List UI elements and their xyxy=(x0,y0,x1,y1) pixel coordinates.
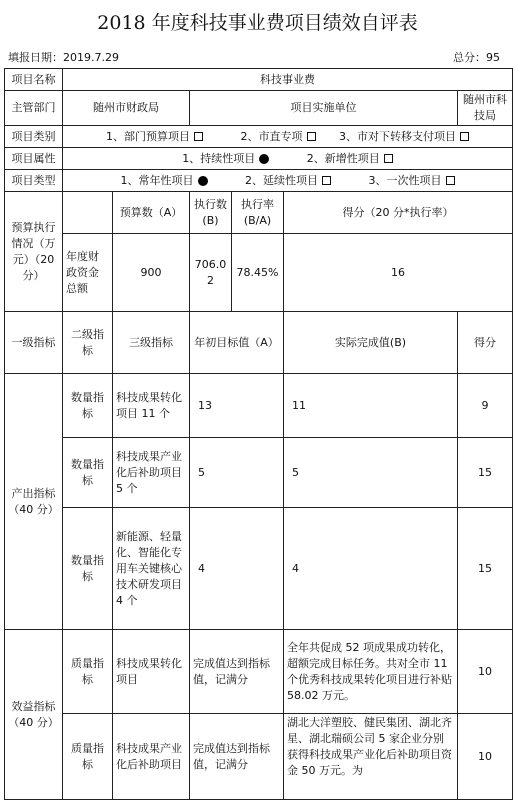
table-row-l3: 科技成果产业化后补助项目 5 个 xyxy=(113,438,190,508)
checkbox-empty-icon xyxy=(446,176,455,185)
exec-amount-header: 执行数(B) xyxy=(190,192,232,234)
table-row-l2: 数量指标 xyxy=(63,438,113,508)
budget-score: 16 xyxy=(284,234,513,312)
level1-header: 一级指标 xyxy=(5,312,63,374)
table-row-score: 10 xyxy=(458,630,513,714)
fill-date: 填报日期：2019.7.29 xyxy=(8,51,119,64)
category-opt-2: 2、市直专项 xyxy=(240,129,303,143)
attribute-opt-1: 1、持续性项目 xyxy=(182,151,256,165)
impl-unit-label: 项目实施单位 xyxy=(190,91,458,126)
dept-label: 主管部门 xyxy=(5,91,63,126)
checkbox-empty-icon xyxy=(384,154,393,163)
total-score: 总分：95 xyxy=(453,51,500,64)
table-row-target: 4 xyxy=(190,508,284,630)
table-row-l3: 科技成果产业化后补助项目 xyxy=(113,714,190,800)
score-formula-header: 得分（20 分*执行率） xyxy=(284,192,513,234)
budget-label: 预算执行情况（万元）（20 分） xyxy=(5,192,63,312)
type-opt-3: 3、一次性项目 xyxy=(368,173,442,187)
table-row-score: 15 xyxy=(458,508,513,630)
evaluation-table xyxy=(4,68,513,800)
page-title: 2018 年度科技事业费项目绩效自评表 xyxy=(97,12,418,34)
table-row-target: 13 xyxy=(190,374,284,438)
exec-amount: 706.02 xyxy=(190,234,232,312)
exec-rate-header: 执行率(B/A) xyxy=(232,192,284,234)
table-row-l3: 新能源、轻量化、智能化专用车关键核心技术研发项目 4 个 xyxy=(113,508,190,630)
checkbox-empty-icon xyxy=(460,132,469,141)
category-options xyxy=(63,126,513,148)
project-name-value: 科技事业费 xyxy=(63,69,513,91)
checked-dot-icon xyxy=(198,176,208,186)
target-header: 年初目标值（A） xyxy=(190,312,284,374)
level2-header: 二级指标 xyxy=(63,312,113,374)
table-row-score: 15 xyxy=(458,438,513,508)
table-row-l2: 质量指标 xyxy=(63,630,113,714)
exec-rate: 78.45% xyxy=(232,234,284,312)
dept-value: 随州市财政局 xyxy=(63,91,190,126)
project-name-label: 项目名称 xyxy=(5,69,63,91)
type-label: 项目类型 xyxy=(5,170,63,192)
score-header: 得分 xyxy=(458,312,513,374)
checkbox-empty-icon xyxy=(194,132,203,141)
type-opt-1: 1、常年性项目 xyxy=(120,173,194,187)
table-row-actual: 5 xyxy=(284,438,458,508)
actual-header: 实际完成值(B) xyxy=(284,312,458,374)
category-opt-1: 1、部门预算项目 xyxy=(106,129,191,143)
table-row-l3: 科技成果转化项目 xyxy=(113,630,190,714)
type-options xyxy=(63,170,513,192)
table-row-l3: 科技成果转化项目 11 个 xyxy=(113,374,190,438)
checked-dot-icon xyxy=(259,154,269,164)
table-row-l2: 数量指标 xyxy=(63,508,113,630)
attribute-opt-2: 2、新增性项目 xyxy=(306,151,380,165)
checkbox-empty-icon xyxy=(307,132,316,141)
table-row-actual: 湖北大洋塑胶、健民集团、湖北齐星、湖北瑞硕公司 5 家企业分别获得科技成果产业化后补助项目资金 50 万元。为 xyxy=(284,714,458,800)
budget-amount-header: 预算数（A） xyxy=(113,192,190,234)
output-indicator-label: 产出指标（40 分） xyxy=(5,374,63,630)
benefit-indicator-label: 效益指标（40 分） xyxy=(5,630,63,800)
attribute-label: 项目属性 xyxy=(5,148,63,170)
impl-unit-value: 随州市科技局 xyxy=(458,91,513,126)
level3-header: 三级指标 xyxy=(113,312,190,374)
table-row-l2: 质量指标 xyxy=(63,714,113,800)
checkbox-empty-icon xyxy=(322,176,331,185)
table-row-l2: 数量指标 xyxy=(63,374,113,438)
table-row-target: 5 xyxy=(190,438,284,508)
table-row-target: 完成值达到指标值，记满分 xyxy=(190,630,284,714)
attribute-options xyxy=(63,148,513,170)
budget-amount: 900 xyxy=(113,234,190,312)
category-opt-3: 3、市对下转移支付项目 xyxy=(339,129,457,143)
table-row-score: 10 xyxy=(458,714,513,800)
table-row-target: 完成值达到指标值，记满分 xyxy=(190,714,284,800)
category-label: 项目类别 xyxy=(5,126,63,148)
fiscal-total-label: 年度财政资金总额 xyxy=(63,234,113,312)
type-opt-2: 2、延续性项目 xyxy=(245,173,319,187)
table-row-score: 9 xyxy=(458,374,513,438)
table-row-actual: 11 xyxy=(284,374,458,438)
table-row-actual: 全年共促成 52 项成果成功转化，超额完成目标任务。共对全市 11 个优秀科技成果转化项目进行补贴 58.02 万元。 xyxy=(284,630,458,714)
table-row-actual: 4 xyxy=(284,508,458,630)
